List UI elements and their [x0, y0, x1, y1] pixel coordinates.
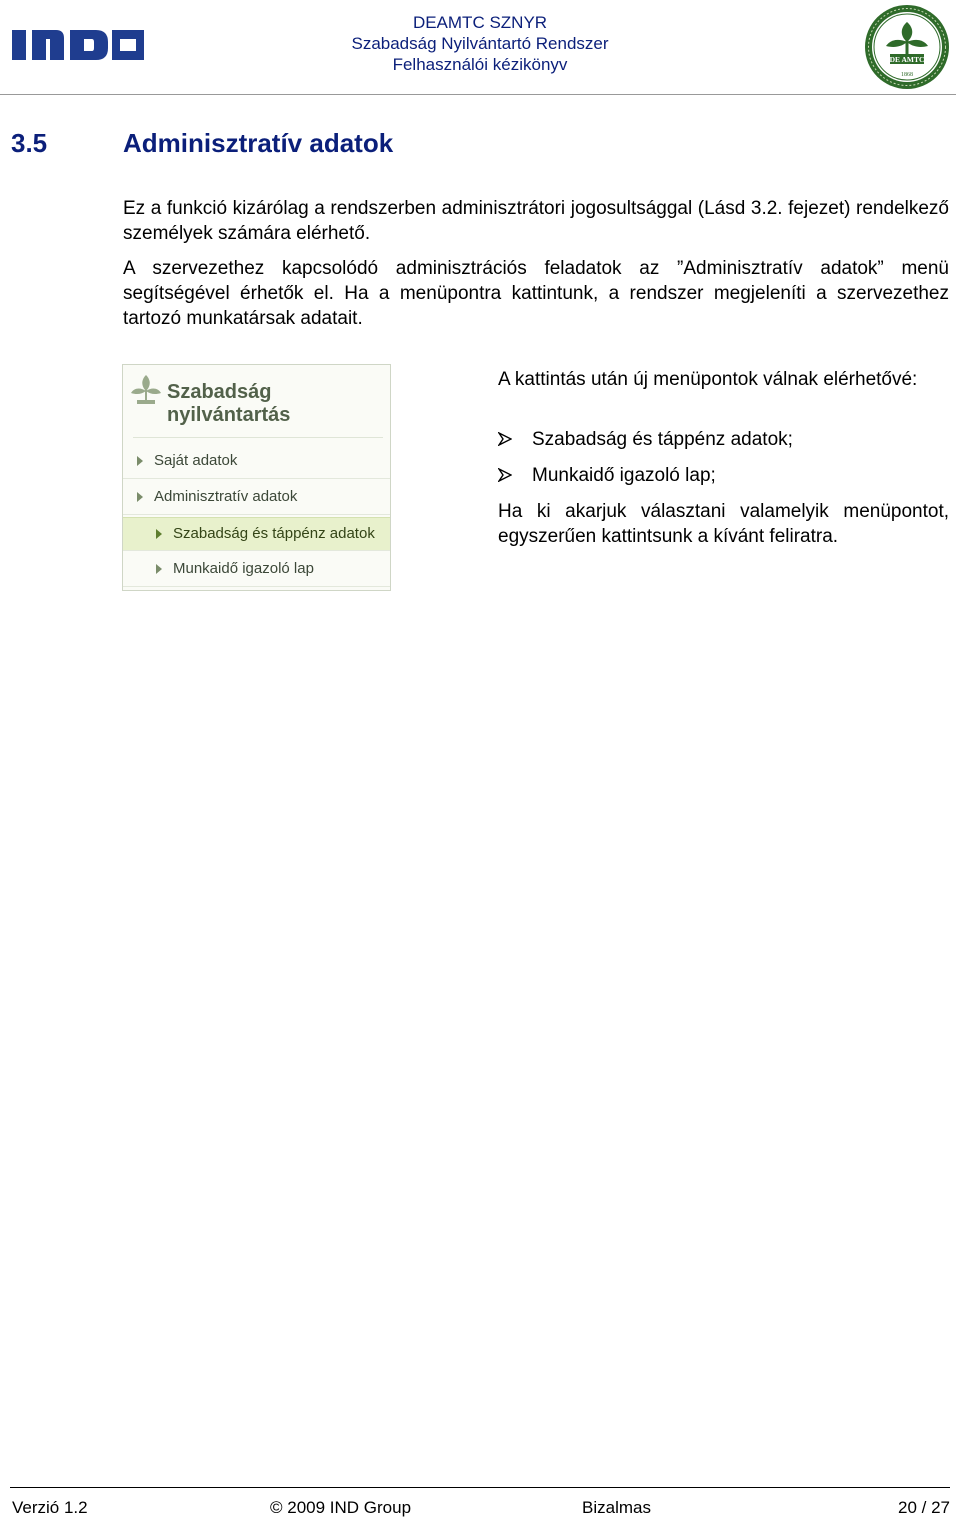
menu-item-label: Adminisztratív adatok — [154, 488, 298, 505]
bullet-item — [498, 427, 949, 452]
svg-text:DE AMTC: DE AMTC — [889, 55, 925, 64]
footer-version: Verzió 1.2 — [12, 1498, 88, 1517]
menu-arrow-icon — [156, 564, 162, 574]
footer-divider — [10, 1487, 950, 1488]
footer-copyright: © 2009 IND Group — [270, 1498, 412, 1517]
footer-classification: Bizalmas — [582, 1498, 651, 1517]
menu-item-label: Saját adatok — [154, 452, 238, 469]
bullet-item — [498, 463, 949, 488]
footer-page-number: 20 / 27 — [898, 1498, 950, 1517]
paragraph-instruction: Ha ki akarjuk választani valamelyik menüpontot, egyszerűen kattintsunk a kívánt feliratra. — [498, 501, 949, 547]
section-title: Adminisztratív adatok — [123, 128, 394, 158]
menu-item-munkaido-igazolo-lap[interactable] — [123, 553, 391, 587]
header-doc-type: Felhasználói kézikönyv — [392, 55, 568, 74]
paragraph-new-menu-items: A kattintás után új menüpontok válnak elérhetővé: — [498, 369, 918, 390]
menu-app-title: Szabadság nyilvántartás — [167, 381, 291, 426]
section-number: 3.5 — [11, 128, 48, 158]
university-seal-icon — [864, 4, 950, 90]
menu-item-szabadsag-es-tappenz[interactable] — [123, 517, 391, 551]
menu-item-adminisztrativ-adatok[interactable] — [123, 481, 391, 515]
menu-item-sajat-adatok[interactable] — [123, 445, 391, 479]
header-system-name: Szabadság Nyilvántartó Rendszer — [351, 34, 609, 53]
document-header — [300, 12, 660, 75]
paragraph-description: A szervezethez kapcsolódó adminisztrációs feladatok az ”Adminisztratív adatok” menü segítségével érhetők el. Ha a menüpontra kattintunk, a rendszer megjeleníti a szervezethez tartozó munkatársak adatait. — [123, 258, 949, 329]
svg-text:1868: 1868 — [901, 72, 913, 78]
leaf-emblem-icon — [129, 373, 163, 415]
header-org: DEAMTC SZNYR — [412, 13, 548, 32]
header-divider — [0, 94, 956, 95]
menu-item-label: Munkaidő igazoló lap — [173, 560, 314, 577]
paragraph-access-note: Ez a funkció kizárólag a rendszerben adminisztrátori jogosultsággal (Lásd 3.2. fejezet) rendelkező személyek számára elérhető. — [123, 198, 949, 244]
menu-screenshot — [122, 364, 391, 591]
bullet-text: Szabadság és táppénz adatok; — [532, 429, 793, 450]
arrowhead-bullet-icon — [498, 432, 512, 446]
menu-arrow-icon — [137, 456, 143, 466]
bullet-text: Munkaidő igazoló lap; — [532, 465, 716, 486]
arrowhead-bullet-icon — [498, 468, 512, 482]
ind-logo — [12, 30, 144, 60]
menu-item-label: Szabadság és táppénz adatok — [173, 525, 375, 542]
menu-arrow-icon — [156, 529, 162, 539]
menu-arrow-icon — [137, 492, 143, 502]
menu-divider — [133, 437, 383, 438]
